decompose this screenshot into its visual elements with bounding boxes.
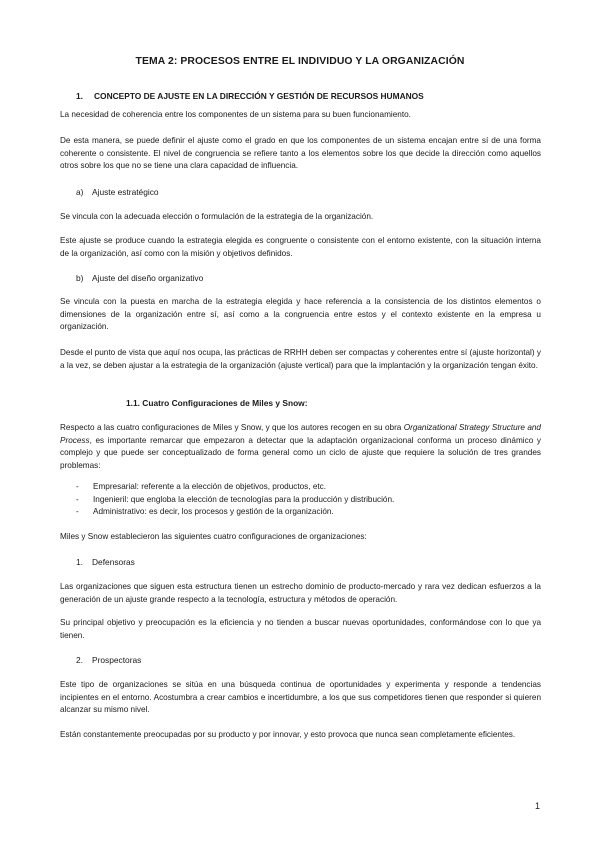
page-number: 1	[534, 801, 540, 811]
book-title: Organizational Strategy Structure and Process	[60, 423, 541, 445]
paragraph-12: Están constantemente preocupadas por su producto y por innovar, y esto provoca que nunca sean completamente eficientes.	[60, 730, 516, 739]
list-item: - Administrativo: es decir, los procesos y gestión de la organización.	[76, 507, 334, 517]
list-item: - Empresarial: referente a la elección de objetivos, productos, etc.	[76, 482, 327, 491]
paragraph-4: Este ajuste se produce cuando la estrategia elegida es congruente o consistente con el entorno existente, con la situación interna de la organización, así como con la misión y objetivos definidos.	[60, 236, 541, 258]
page-title: TEMA 2: PROCESOS ENTRE EL INDIVIDUO Y LA ORGANIZACIÓN	[135, 56, 465, 67]
config-label: Defensoras	[92, 557, 135, 567]
paragraph-7	[60, 422, 541, 472]
subheading-number: b)	[76, 273, 84, 283]
paragraph-2: De esta manera, se puede definir el ajuste como el grado en que los componentes de un sistema encajan entre sí de una forma coherente o consistente. El nivel de congruencia se refiere tanto a los elementos sobre los que decide la dirección como aquellos otros sobre los que no se tiene una clara capacidad de influencia.	[60, 136, 541, 171]
p7-text-end: , es importante remarcar que empezaron a detectar que la adaptación organizacional conforma un proceso dinámico y complejo y que puede ser conceptualizado de forma general como un ciclo de ajuste que requiere la solución de tres grandes problemas:	[60, 435, 541, 470]
config-heading-1	[76, 557, 135, 567]
paragraph-1: La necesidad de coherencia entre los componentes de un sistema para su buen funcionamiento.	[60, 110, 411, 119]
config-heading-2	[76, 655, 141, 665]
subsection-heading-1-1: 1.1. Cuatro Configuraciones de Miles y Snow:	[126, 398, 308, 408]
subheading-number: a)	[76, 187, 84, 197]
paragraph-5: Se vincula con la puesta en marcha de la estrategia elegida y hace referencia a la consistencia de los distintos elementos o dimensiones de la organización entre sí, así como a la congruencia entre estos y el contexto existente en la empresa u organización.	[60, 297, 541, 332]
section-heading-1	[76, 91, 424, 101]
section-number: 1.	[76, 91, 83, 101]
paragraph-11: Este tipo de organizaciones se sitúa en una búsqueda continua de oportunidades y experimenta y responde a tendencias incipientes en el entorno. Acostumbra a crear cambios e incertidumbre, a los que sus competidores tienen que responder si quieren alcanzar su mismo nivel.	[60, 680, 541, 715]
config-label: Prospectoras	[92, 655, 142, 665]
subheading-label: Ajuste estratégico	[92, 187, 159, 197]
subheading-a	[76, 187, 159, 197]
list-item: - Ingenieril: que engloba la elección de tecnologías para la producción y distribución.	[76, 494, 395, 504]
config-number: 1.	[76, 557, 83, 567]
paragraph-3: Se vincula con la adecuada elección o formulación de la estrategia de la organización.	[60, 212, 374, 221]
config-number: 2.	[76, 655, 83, 665]
subheading-b	[76, 273, 203, 283]
paragraph-6: Desde el punto de vista que aquí nos ocupa, las prácticas de RRHH deben ser compactas y coherentes entre sí (ajuste horizontal) y a la vez, se deben ajustar a la estrategia de la organización (ajuste vertical) para que la implantación y la organización tengan éxito.	[60, 348, 541, 370]
problems-list	[76, 481, 394, 519]
section-label: CONCEPTO DE AJUSTE EN LA DIRECCIÓN Y GESTIÓN DE RECURSOS HUMANOS	[94, 91, 424, 101]
paragraph-9: Las organizaciones que siguen esta estructura tienen un estrecho dominio de producto-mercado y rara vez dedican esfuerzos a la generación de un ajuste grande respecto a la tecnología, estructura y métodos de operación.	[60, 582, 541, 604]
paragraph-8: Miles y Snow establecieron las siguientes cuatro configuraciones de organizaciones:	[60, 532, 367, 541]
subheading-label: Ajuste del diseño organizativo	[92, 273, 204, 283]
paragraph-10: Su principal objetivo y preocupación es la eficiencia y no tienden a buscar nuevas oportunidades, conformándose con lo que ya tienen.	[60, 618, 541, 640]
p7-text-start: Respecto a las cuatro configuraciones de Miles y Snow, y que los autores recogen en su obra	[60, 423, 404, 432]
